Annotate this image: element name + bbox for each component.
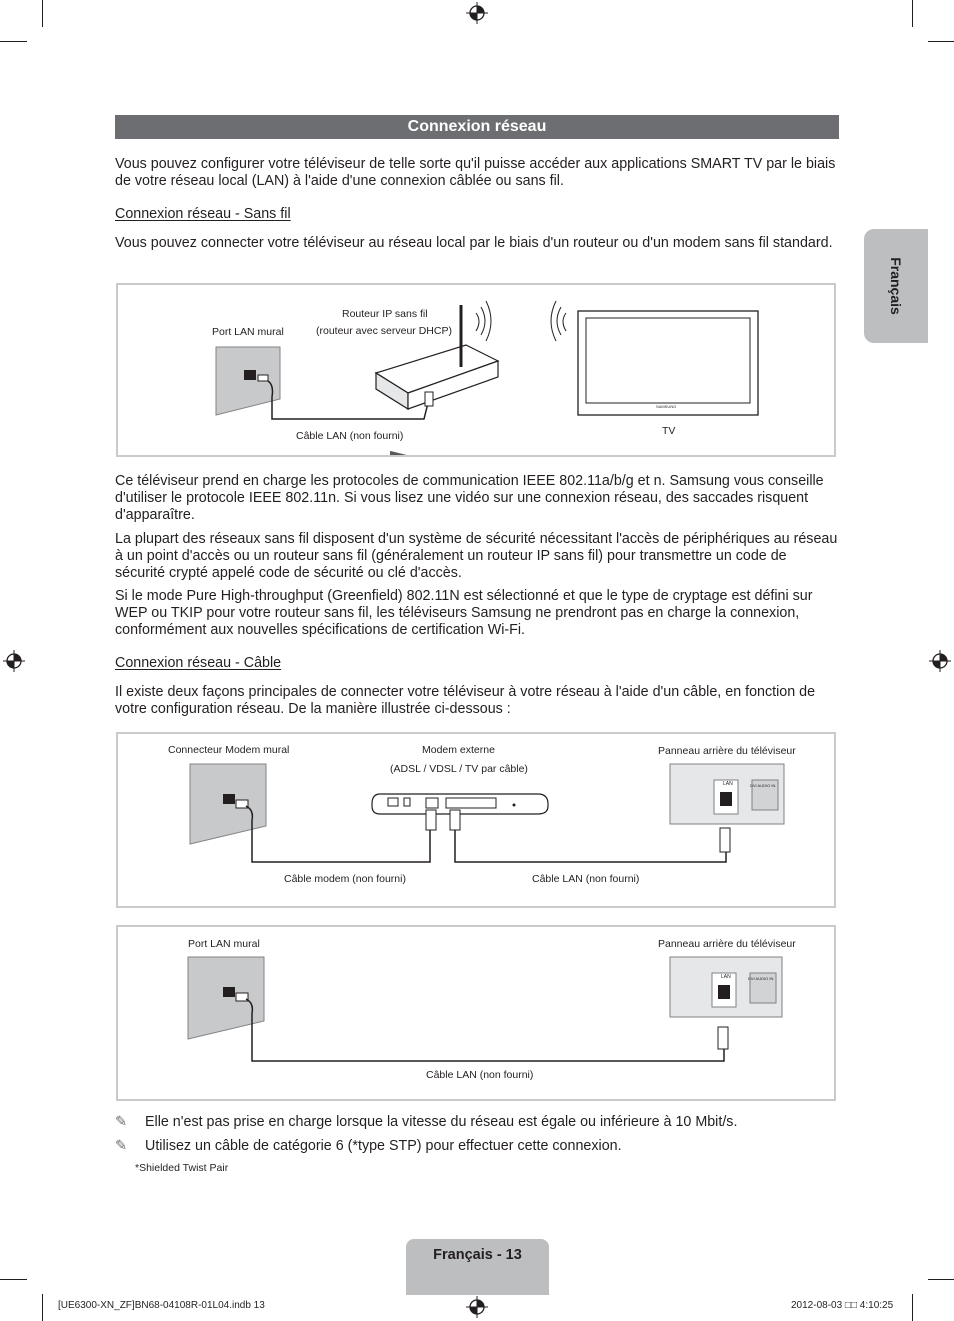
modem-caption-line2: (ADSL / VDSL / TV par câble) [390,763,528,775]
wired-heading: Connexion réseau - Câble [115,655,282,671]
note-item [115,1138,622,1155]
tv-panel-caption: Panneau arrière du téléviseur [658,745,796,757]
wall-port-caption: Port LAN mural [212,326,284,338]
crop-mark [42,0,43,27]
registration-mark-icon [466,1296,488,1318]
crop-mark [928,41,954,42]
footer-file-info: [UE6300-XN_ZF]BN68-04108R-01L04.indb 13 [58,1300,265,1311]
security-paragraph: La plupart des réseaux sans fil disposent d'un système de sécurité nécessitant l'accès de périphériques au réseau à un point d'accès ou un routeur sans fil (généralement un routeur IP sans fil) pour transmettre un code de sécurité crypté appelé code de sécurité ou clé d'accès. [115,531,838,581]
footer-timestamp: 2012-08-03 □□ 4:10:25 [791,1300,894,1311]
dvi-port-label: DVI AUDIO IN [750,783,776,788]
wall-modem-caption: Connecteur Modem mural [168,744,290,756]
ieee-paragraph: Ce téléviseur prend en charge les protocoles de communication IEEE 802.11a/b/g et n. Samsung vous conseille d'utiliser le protocole IEEE 802.11n. Si vous lisez une vidéo sur une connexion réseau, des saccades risquent d'apparaître. [115,473,824,523]
lan-cable-caption: Câble LAN (non fourni) [426,1069,534,1081]
crop-mark [928,1279,954,1280]
wireless-paragraph: Vous pouvez connecter votre téléviseur au réseau local par le biais d'un routeur ou d'un modem sans fil standard. [115,235,833,251]
wireless-diagram [116,283,836,457]
cable-caption: Câble LAN (non fourni) [296,430,404,442]
crop-mark [42,1294,43,1321]
modem-caption-line1: Modem externe [422,744,495,756]
section-title: Connexion réseau [115,115,839,139]
language-side-tab [864,229,928,343]
registration-mark-icon [929,650,951,672]
note-item [115,1114,737,1131]
modem-cable-caption: Câble modem (non fourni) [284,873,406,885]
router-caption-line1: Routeur IP sans fil [342,308,428,320]
wired-modem-diagram-art [118,734,834,906]
tv-caption: TV [662,425,676,437]
registration-mark-icon [466,2,488,24]
lan-port-label: LAN [723,781,733,787]
page-number: Français - 13 [433,1247,522,1263]
pencil-icon: ✎ [115,1114,127,1130]
wired-wall-diagram [116,925,836,1101]
note-text: Utilisez un câble de catégorie 6 (*type STP) pour effectuer cette connexion. [145,1138,622,1154]
dvi-port-label: DVI AUDIO IN [748,976,774,981]
wireless-diagram-art [118,285,834,455]
lan-port-label: LAN [721,974,731,980]
note-text: Elle n'est pas prise en charge lorsque la vitesse du réseau est égale ou inférieure à 10 Mbit/s. [145,1114,738,1130]
page-number-tab [406,1239,549,1295]
crop-mark [0,41,27,42]
wall-port-caption: Port LAN mural [188,938,260,950]
intro-paragraph: Vous pouvez configurer votre téléviseur de telle sorte qu'il puisse accéder aux applications SMART TV par le biais de votre réseau local (LAN) à l'aide d'une connexion câblée ou sans fil. [115,156,836,189]
wired-paragraph: Il existe deux façons principales de connecter votre téléviseur à votre réseau à l'aide d'un câble, en fonction de votre configuration réseau. De la manière illustrée ci-dessous : [115,684,816,717]
crop-mark [912,1294,913,1321]
wired-modem-diagram [116,732,836,908]
side-tab-label: Français [888,257,904,315]
pencil-icon: ✎ [115,1138,127,1154]
wireless-heading: Connexion réseau - Sans fil [115,206,291,222]
greenfield-paragraph: Si le mode Pure High-throughput (Greenfield) 802.11N est sélectionné et que le type de cryptage est défini sur WEP ou TKIP pour votre routeur sans fil, les téléviseurs Samsung ne prendront pas en charge la connexion, conformément aux nouvelles spécifications de certification Wi-Fi. [115,588,813,638]
tv-brand-label: SAMSUNG [656,404,677,409]
footnote: *Shielded Twist Pair [135,1162,229,1174]
registration-mark-icon [3,650,25,672]
tv-panel-caption: Panneau arrière du téléviseur [658,938,796,950]
crop-mark [912,0,913,27]
router-caption-line2: (routeur avec serveur DHCP) [316,325,452,337]
lan-cable-caption: Câble LAN (non fourni) [532,873,640,885]
crop-mark [0,1279,27,1280]
